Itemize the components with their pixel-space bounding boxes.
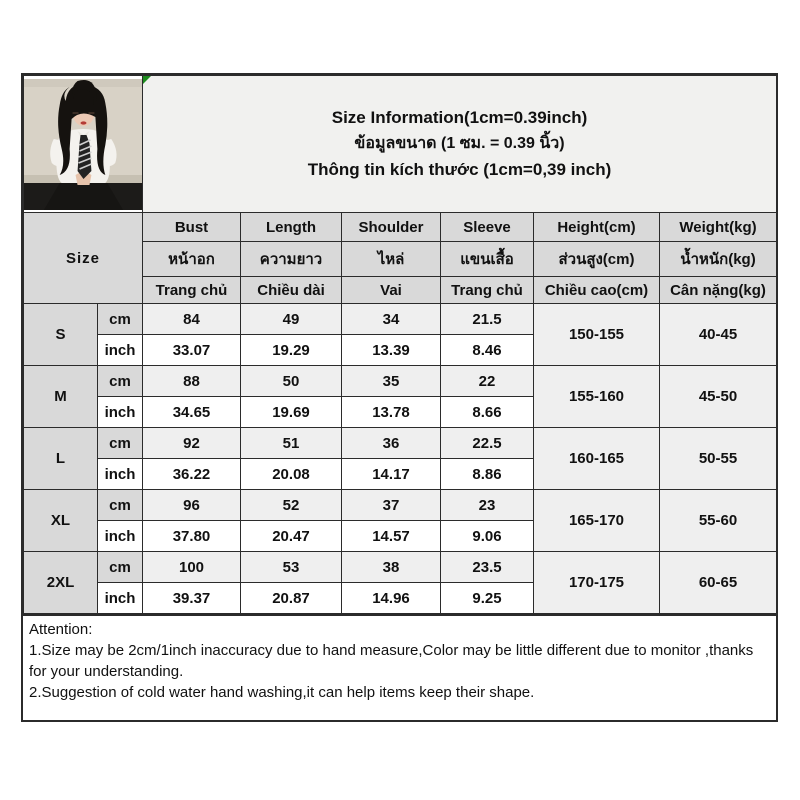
size-chart-sheet [21, 73, 778, 722]
col-header-length-en: Length [241, 213, 342, 242]
value-cell: 22.5 [441, 428, 534, 459]
col-header-height-th: ส่วนสูง(cm) [534, 242, 660, 277]
value-cell: 14.17 [342, 459, 441, 490]
unit-cell-cm: cm [98, 304, 143, 335]
col-header-weight-th: น้ำหนัก(kg) [660, 242, 777, 277]
unit-cell-cm: cm [98, 366, 143, 397]
attention-heading: Attention: [29, 621, 93, 638]
weight-cell: 55-60 [660, 490, 777, 552]
value-cell: 8.66 [441, 397, 534, 428]
height-cell: 165-170 [534, 490, 660, 552]
weight-cell: 40-45 [660, 304, 777, 366]
col-header-sleeve-vi: Trang chủ [441, 277, 534, 304]
title-line-en: Size Information(1cm=0.39inch) [331, 108, 588, 127]
value-cell: 51 [241, 428, 342, 459]
value-cell: 35 [342, 366, 441, 397]
value-cell: 20.47 [241, 521, 342, 552]
value-cell: 22 [441, 366, 534, 397]
title-line-vi: Thông tin kích thước (1cm=0,39 inch) [307, 160, 612, 179]
value-cell: 14.57 [342, 521, 441, 552]
value-cell: 49 [241, 304, 342, 335]
value-cell: 37.80 [143, 521, 241, 552]
value-cell: 13.39 [342, 335, 441, 366]
size-label-s: S [24, 304, 98, 366]
col-header-weight-vi: Cân nặng(kg) [660, 277, 777, 304]
col-header-height-vi: Chiều cao(cm) [534, 277, 660, 304]
attention-box [23, 614, 776, 720]
value-cell: 37 [342, 490, 441, 521]
col-header-height-en: Height(cm) [534, 213, 660, 242]
value-cell: 38 [342, 552, 441, 583]
value-cell: 9.25 [441, 583, 534, 614]
value-cell: 36 [342, 428, 441, 459]
col-header-sleeve-en: Sleeve [441, 213, 534, 242]
unit-cell-inch: inch [98, 397, 143, 428]
value-cell: 9.06 [441, 521, 534, 552]
value-cell: 34 [342, 304, 441, 335]
value-cell: 19.69 [241, 397, 342, 428]
value-cell: 96 [143, 490, 241, 521]
size-label-m: M [24, 366, 98, 428]
unit-cell-inch: inch [98, 459, 143, 490]
value-cell: 53 [241, 552, 342, 583]
attention-line-1: 1.Size may be 2cm/1inch inaccuracy due to hand measure,Color may be little different due to monitor ,thanks for your understanding. [29, 642, 754, 680]
value-cell: 23.5 [441, 552, 534, 583]
title-line-th: ข้อมูลขนาด (1 ซม. = 0.39 นิ้ว) [354, 135, 565, 152]
height-cell: 155-160 [534, 366, 660, 428]
value-cell: 36.22 [143, 459, 241, 490]
height-cell: 160-165 [534, 428, 660, 490]
value-cell: 20.08 [241, 459, 342, 490]
col-header-weight-en: Weight(kg) [660, 213, 777, 242]
weight-cell: 60-65 [660, 552, 777, 614]
attention-line-2: 2.Suggestion of cold water hand washing,it can help items keep their shape. [29, 684, 535, 701]
value-cell: 33.07 [143, 335, 241, 366]
value-cell: 92 [143, 428, 241, 459]
col-header-bust-en: Bust [143, 213, 241, 242]
size-label-xl: XL [24, 490, 98, 552]
value-cell: 39.37 [143, 583, 241, 614]
size-header-cell: Size [24, 213, 143, 304]
col-header-bust-vi: Trang chủ [143, 277, 241, 304]
value-cell: 8.86 [441, 459, 534, 490]
size-chart-table [23, 75, 777, 614]
model-photo-image [24, 79, 142, 210]
corner-flag-icon [143, 76, 151, 84]
weight-cell: 45-50 [660, 366, 777, 428]
col-header-shoulder-en: Shoulder [342, 213, 441, 242]
value-cell: 23 [441, 490, 534, 521]
unit-cell-inch: inch [98, 583, 143, 614]
unit-cell-cm: cm [98, 490, 143, 521]
size-info-title-cell [143, 76, 777, 213]
value-cell: 52 [241, 490, 342, 521]
value-cell: 88 [143, 366, 241, 397]
col-header-length-th: ความยาว [241, 242, 342, 277]
col-header-shoulder-th: ไหล่ [342, 242, 441, 277]
col-header-shoulder-vi: Vai [342, 277, 441, 304]
size-label-2xl: 2XL [24, 552, 98, 614]
value-cell: 14.96 [342, 583, 441, 614]
unit-cell-cm: cm [98, 552, 143, 583]
model-photo [24, 79, 142, 210]
height-cell: 170-175 [534, 552, 660, 614]
model-photo-cell [24, 76, 143, 213]
weight-cell: 50-55 [660, 428, 777, 490]
value-cell: 34.65 [143, 397, 241, 428]
value-cell: 84 [143, 304, 241, 335]
value-cell: 100 [143, 552, 241, 583]
value-cell: 50 [241, 366, 342, 397]
unit-cell-cm: cm [98, 428, 143, 459]
value-cell: 21.5 [441, 304, 534, 335]
value-cell: 19.29 [241, 335, 342, 366]
height-cell: 150-155 [534, 304, 660, 366]
unit-cell-inch: inch [98, 521, 143, 552]
col-header-bust-th: หน้าอก [143, 242, 241, 277]
size-label-l: L [24, 428, 98, 490]
value-cell: 13.78 [342, 397, 441, 428]
value-cell: 20.87 [241, 583, 342, 614]
unit-cell-inch: inch [98, 335, 143, 366]
value-cell: 8.46 [441, 335, 534, 366]
col-header-length-vi: Chiều dài [241, 277, 342, 304]
col-header-sleeve-th: แขนเสื้อ [441, 242, 534, 277]
